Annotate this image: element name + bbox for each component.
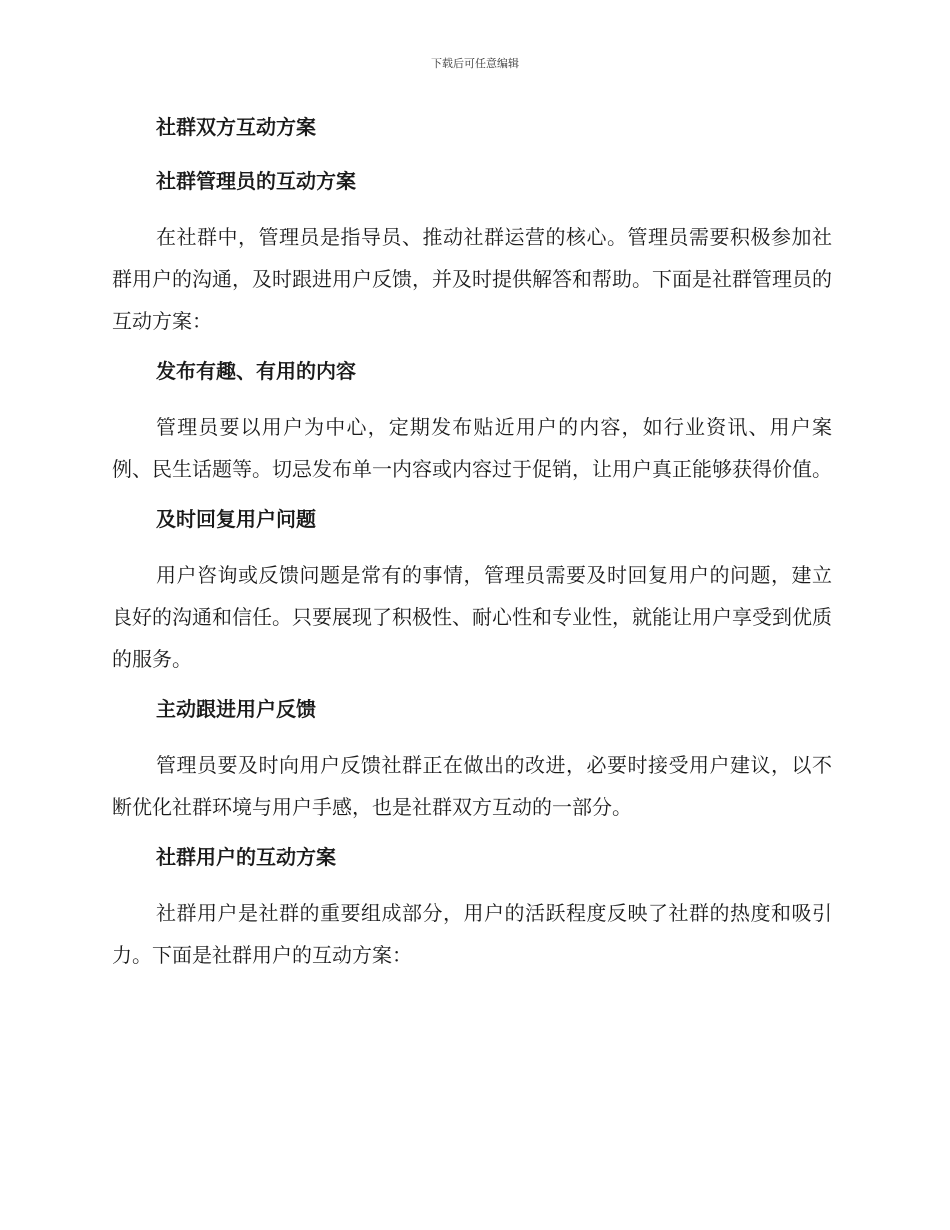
page-header: 下载后可任意编辑 [431,57,519,70]
section-heading-user: 社群用户的互动方案 [156,845,336,869]
paragraph-admin-intro: 在社群中，管理员是指导员、推动社群运营的核心。管理员需要积极参加社群用户的沟通，及时跟进用户反馈，并及时提供解答和帮助。下面是社群管理员的互动方案： [112,225,832,333]
document-body [112,108,832,986]
paragraph-reply-questions: 用户咨询或反馈问题是常有的事情，管理员需要及时回复用户的问题，建立良好的沟通和信任。只要展现了积极性、耐心性和专业性，就能让用户享受到优质的服务。 [112,563,832,671]
paragraph-user-intro: 社群用户是社群的重要组成部分，用户的活跃程度反映了社群的热度和吸引力。下面是社群用户的互动方案： [112,901,832,967]
section-heading-admin: 社群管理员的互动方案 [156,169,356,193]
subheading-publish-content: 发布有趣、有用的内容 [156,359,356,383]
subheading-reply-questions: 及时回复用户问题 [156,507,316,531]
paragraph-publish-content: 管理员要以用户为中心，定期发布贴近用户的内容，如行业资讯、用户案例、民生话题等。切忌发布单一内容或内容过于促销，让用户真正能够获得价值。 [112,415,832,481]
paragraph-follow-feedback: 管理员要及时向用户反馈社群正在做出的改进，必要时接受用户建议，以不断优化社群环境与用户手感，也是社群双方互动的一部分。 [112,753,832,819]
subheading-follow-feedback: 主动跟进用户反馈 [156,697,316,721]
document-title: 社群双方互动方案 [156,115,316,139]
